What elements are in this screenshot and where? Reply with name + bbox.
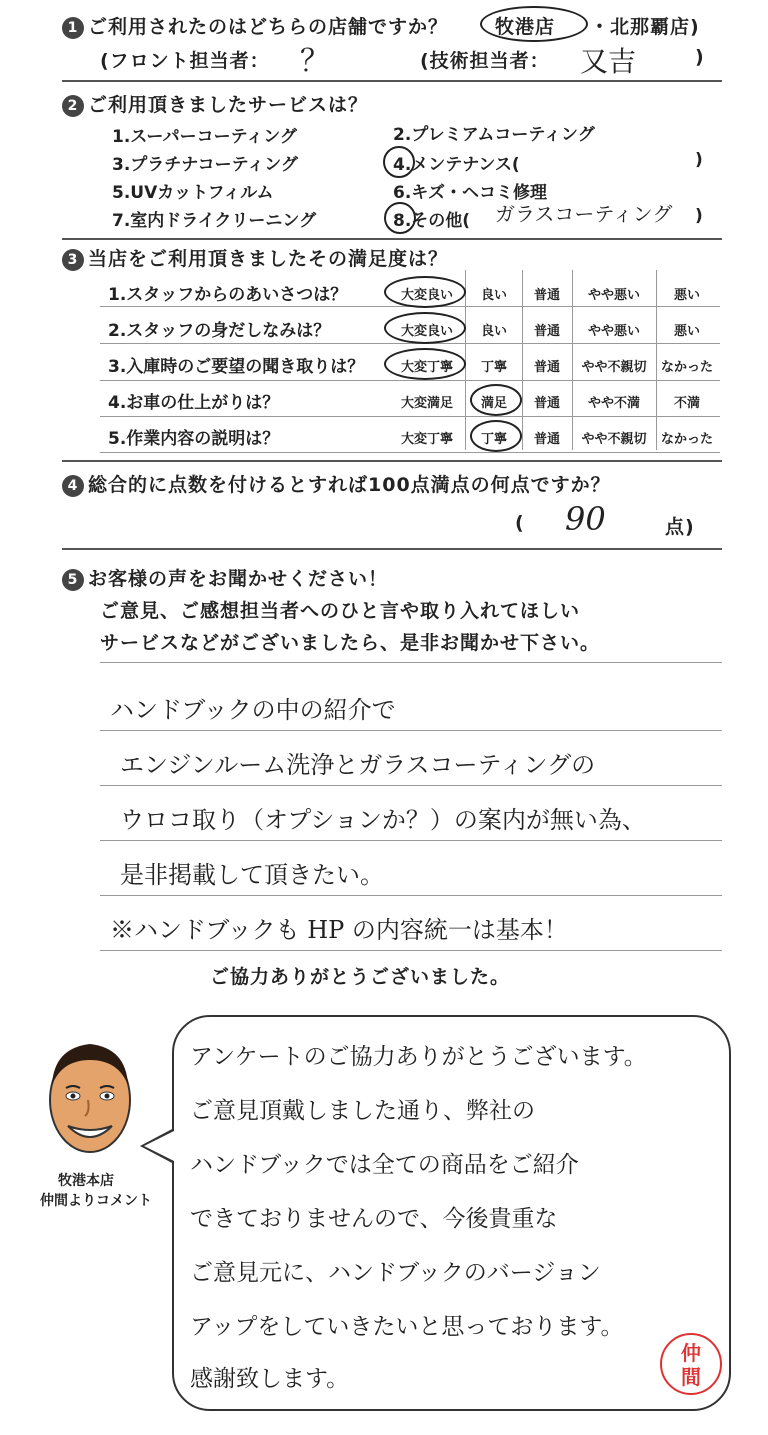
reply-line-4: できておりませんので、今後貴重な: [190, 1206, 558, 1232]
sat-q4-opt3: 普通: [533, 396, 560, 411]
staff-store: 牧港本店: [58, 1173, 114, 1189]
store-a-circle: [480, 6, 588, 42]
sat-q1-opt4: やや悪い: [587, 288, 640, 303]
seal-char-1: 仲: [681, 1341, 701, 1365]
q5-title: [62, 564, 388, 591]
comment-line-3: ウロコ取り（オプションか？）の案内が無い為、: [120, 806, 646, 834]
tech-staff-label: (技術担当者：: [420, 50, 550, 72]
q1-title: [62, 12, 448, 39]
seal-char-2: 間: [681, 1365, 701, 1389]
sat-q1-opt5: 悪い: [673, 288, 700, 303]
q4-open-paren: (: [515, 512, 525, 534]
service-1: 1.スーパーコーティング: [112, 127, 297, 147]
q5-line2: ご意見、ご感想担当者へのひと言や取り入れてほしい: [100, 600, 581, 622]
sat-q3-opt5: なかった: [660, 360, 713, 375]
q1-store-b: ・北那覇店): [590, 16, 700, 38]
sat-q5-opt3: 普通: [533, 432, 560, 447]
service-2: 2.プレミアムコーティング: [393, 125, 595, 145]
q2-question: ご利用頂きましたサービスは？: [88, 94, 369, 116]
sat-q4: 4.お車の仕上がりは？: [108, 393, 280, 413]
comment-line-1: ハンドブックの中の紹介で: [110, 696, 396, 724]
reply-line-3: ハンドブックでは全ての商品をご紹介: [190, 1152, 579, 1178]
grid-line: [100, 416, 720, 417]
sat-q3-opt3: 普通: [533, 360, 560, 375]
front-staff-value: ？: [300, 44, 330, 79]
divider-3: [62, 460, 722, 462]
divider-4: [62, 548, 722, 550]
sat-q2-opt1: 大変良い: [400, 324, 453, 339]
comment-line-5: ※ハンドブックも HP の内容統一は基本！: [110, 916, 568, 944]
q5-question: お客様の声をお聞かせください！: [88, 568, 389, 590]
q5-line3: サービスなどがございましたら、是非お聞かせ下さい。: [100, 632, 601, 654]
q3-title: [62, 244, 448, 271]
sat-q1-opt1: 大変良い: [400, 288, 453, 303]
q4-number: 4: [62, 475, 84, 497]
reply-line-1: アンケートのご協力ありがとうございます。: [190, 1044, 647, 1070]
service-7: 7.室内ドライクリーニング: [112, 211, 317, 231]
service-8: 8.その他(: [393, 211, 471, 231]
service-4: 4.メンテナンス(: [393, 155, 520, 175]
grid-line: [100, 452, 720, 453]
sat-q4-selected: [470, 384, 522, 416]
sat-q2-opt2: 良い: [480, 324, 507, 339]
sat-q3-opt1: 大変丁寧: [400, 360, 453, 375]
staff-caption: 仲間よりコメント: [40, 1193, 152, 1209]
sat-q2: 2.スタッフの身だしなみは？: [108, 321, 331, 341]
reply-line-2: ご意見頂戴しました通り、弊社の: [190, 1098, 535, 1124]
name-seal: [660, 1333, 722, 1395]
q3-question: 当店をご利用頂きましたその満足度は？: [88, 248, 449, 270]
q4-question: 総合的に点数を付けるとすれば100点満点の何点ですか？: [88, 474, 611, 496]
sat-q5: 5.作業内容の説明は？: [108, 429, 280, 449]
comment-line: [100, 730, 722, 731]
q1-store-a: 牧港店: [495, 16, 556, 38]
comment-line-2: エンジンルーム洗浄とガラスコーティングの: [120, 751, 596, 779]
q1-store-b-label: 北那覇店: [610, 16, 691, 38]
q1-close-paren: ): [695, 46, 705, 68]
service-4-close: ): [695, 150, 703, 170]
q2-title: [62, 90, 368, 117]
divider-1: [62, 80, 722, 82]
reply-line-5: ご意見元に、ハンドブックのバージョン: [190, 1260, 601, 1286]
q4-title: [62, 470, 611, 497]
bubble-tail-inner: [144, 1131, 174, 1161]
service-8-circle: [384, 202, 416, 234]
q4-score: 90: [565, 500, 606, 538]
sat-q5-opt2: 丁寧: [480, 432, 507, 447]
q2-number: 2: [62, 95, 84, 117]
comment-line-4: 是非掲載して頂きたい。: [120, 861, 384, 889]
sat-q3-selected: [384, 348, 466, 380]
sat-q4-opt4: やや不満: [587, 396, 640, 411]
sat-q3-opt2: 丁寧: [480, 360, 507, 375]
q1-number: 1: [62, 17, 84, 39]
sat-q1-selected: [384, 276, 466, 308]
sat-q2-opt3: 普通: [533, 324, 560, 339]
service-4-circle: [383, 146, 415, 178]
q3-number: 3: [62, 249, 84, 271]
q4-unit: 点): [665, 516, 695, 538]
sat-q5-opt5: なかった: [660, 432, 713, 447]
grid-line: [100, 343, 720, 344]
comment-line: [100, 785, 722, 786]
service-6: 6.キズ・ヘコミ修理: [393, 183, 547, 203]
comment-line: [100, 662, 722, 663]
reply-line-6: アップをしていきたいと思っております。: [190, 1314, 624, 1340]
sat-q3-opt4: やや不親切: [581, 360, 647, 375]
sat-q1-opt2: 良い: [480, 288, 507, 303]
comment-line: [100, 895, 722, 896]
thanks-message: ご協力ありがとうございました。: [210, 966, 511, 988]
front-staff-label: (フロント担当者：: [100, 50, 270, 72]
sat-q2-opt4: やや悪い: [587, 324, 640, 339]
sat-q5-opt4: やや不親切: [581, 432, 647, 447]
staff-avatar: [40, 1030, 140, 1165]
comment-line: [100, 950, 722, 951]
service-8-close: ): [695, 206, 703, 226]
sat-q3: 3.入庫時のご要望の聞き取りは？: [108, 357, 365, 377]
sat-q4-opt5: 不満: [673, 396, 700, 411]
grid-line: [100, 380, 720, 381]
service-other-value: ガラスコーティング: [495, 202, 673, 226]
reply-line-7: 感謝致します。: [190, 1366, 350, 1392]
sat-q1-opt3: 普通: [533, 288, 560, 303]
tech-staff-value: 又吉: [580, 45, 637, 78]
service-5: 5.UVカットフィルム: [112, 183, 274, 203]
divider-2: [62, 238, 722, 240]
sat-q2-opt5: 悪い: [673, 324, 700, 339]
sat-q1: 1.スタッフからのあいさつは？: [108, 285, 348, 305]
comment-line: [100, 840, 722, 841]
service-3: 3.プラチナコーティング: [112, 155, 298, 175]
sat-q4-opt1: 大変満足: [400, 396, 453, 411]
q1-question: ご利用されたのはどちらの店舗ですか？: [88, 16, 449, 38]
sat-q4-opt2: 満足: [480, 396, 507, 411]
sat-q5-selected: [470, 420, 522, 452]
q5-number: 5: [62, 569, 84, 591]
sat-q5-opt1: 大変丁寧: [400, 432, 453, 447]
sat-q2-selected: [384, 312, 466, 344]
